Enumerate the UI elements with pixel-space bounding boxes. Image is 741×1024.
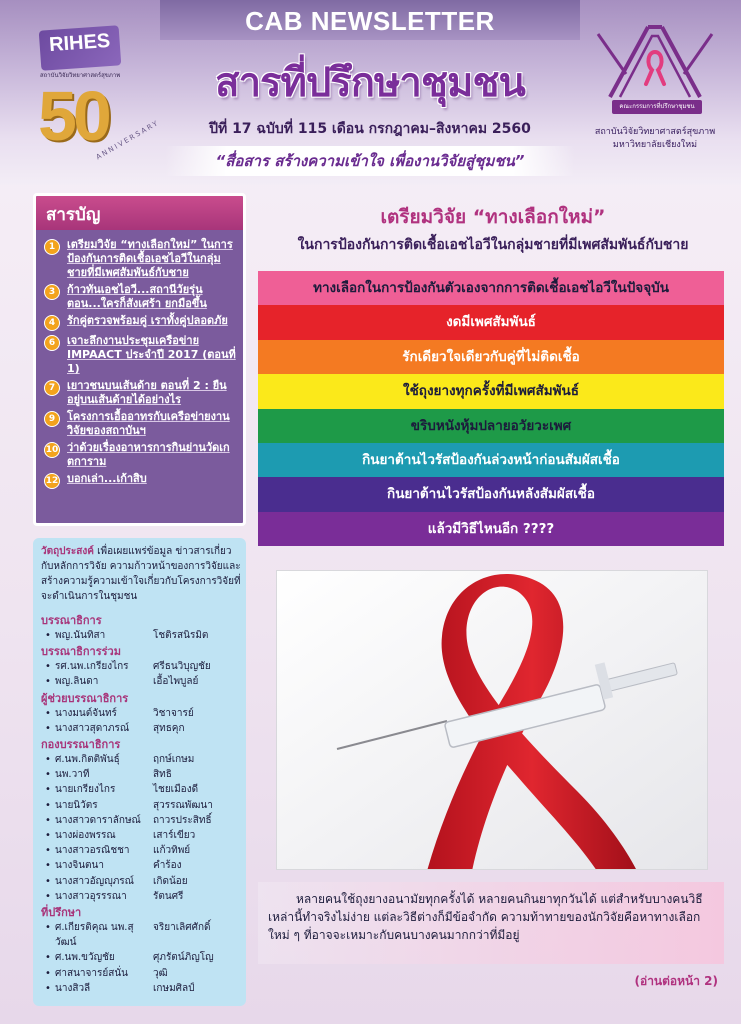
prevention-option-band: งดมีเพศสัมพันธ์ [258,305,724,339]
rihes-50-logo [30,18,160,168]
toc-page-number-icon: 12 [44,473,60,489]
staff-first-name: นางสาวดาราลักษณ์ [55,814,141,826]
staff-list [41,612,241,996]
staff-last-name: เอื้อไพบูลย์ [153,676,199,688]
staff-last-name: โชติรสนิรมิต [153,630,209,641]
bullet-icon: • [45,784,51,796]
staff-member [41,628,241,643]
staff-last-name: ศุภรัตน์ภิญโญ [153,952,214,964]
toc-item[interactable] [44,334,238,376]
staff-last-name: สิทธิ [153,769,172,781]
staff-first-name: นางมนต์จันทร์ [55,707,117,719]
bullet-icon: • [45,676,51,688]
cab-logo-org-line1: สถาบันวิจัยวิทยาศาสตร์สุขภาพ [594,127,716,137]
red-ribbon-syringe-photo [276,570,708,870]
staff-member [41,889,241,904]
staff-last-name: สุทธคุก [153,722,185,734]
bullet-icon: • [45,754,51,766]
toc-page-number-icon: 10 [44,442,60,458]
toc-page-number-icon: 7 [44,380,60,396]
toc-item-label: โครงการเอื้ออาทรกับเครือข่ายงานวิจัยของสถาบันฯ [67,410,230,437]
toc-page-number-icon: 4 [44,315,60,331]
prevention-option-band: กินยาต้านไวรัสป้องกันหลังสัมผัสเชื้อ [258,477,724,511]
staff-first-name: พญ.ลินดา [55,676,99,688]
staff-member [41,798,241,813]
staff-last-name: วุฒิ [153,967,168,979]
staff-member [41,752,241,767]
staff-last-name: แก้วทิพย์ [153,845,191,857]
tent-ribbon-icon [590,22,720,102]
bullet-icon: • [45,769,51,781]
newsletter-title: CAB NEWSLETTER [245,6,495,36]
staff-member [41,966,241,981]
bullet-icon: • [45,845,51,857]
staff-last-name: เกษมศิลป์ [153,982,195,994]
staff-section-title: กองบรรณาธิการ [41,738,121,752]
prevention-option-band: ทางเลือกในการป้องกันตัวเองจากการติดเชื้อเอชไอวีในปัจจุบัน [258,271,724,305]
prevention-option-band: รักเดียวใจเดียวกับคู่ที่ไม่ติดเชื้อ [258,340,724,374]
staff-first-name: นางผ่องพรรณ [55,830,116,842]
staff-member [41,813,241,828]
bullet-icon: • [45,860,51,872]
staff-first-name: ศ.นพ.กิตติพันธุ์ [55,754,120,766]
prevention-option-band: กินยาต้านไวรัสป้องกันล่วงหน้าก่อนสัมผัสเชื้อ [258,443,724,477]
toc-item[interactable] [44,472,238,489]
staff-last-name: ถาวรประสิทธิ์ [153,814,212,826]
masthead [0,0,741,185]
cab-logo-org-line2: มหาวิทยาลัยเชียงใหม่ [612,140,698,150]
rihes-logo-box: RIHES [39,25,122,70]
toc-item[interactable] [44,379,238,407]
red-ribbon-icon [277,571,708,870]
prevention-option-band: แล้วมีวิธีไหนอีก ???? [258,512,724,546]
staff-member [41,874,241,889]
cab-committee-logo [590,22,720,182]
toc-item-label: รักคู่ตรวจพร้อมคู่ เราทั้งคู่ปลอดภัย [67,314,228,327]
staff-member [41,920,241,950]
toc-item[interactable] [44,441,238,469]
staff-member [41,950,241,965]
toc-page-number-icon: 9 [44,411,60,427]
staff-first-name: นายเกรียงไกร [55,784,116,796]
staff-first-name: พญ.นันทิสา [55,630,106,641]
bullet-icon: • [45,922,51,934]
toc-item-label: บอกเล่า...เก้าสิบ [67,472,147,485]
toc-item-label: ว่าด้วยเรื่องอาหารการกินย่านวัดเกตการาม [67,441,230,468]
toc-item-label: เจาะลึกงานประชุมเครือข่าย IMPAACT ประจำปี 2017 (ตอนที่ 1) [67,334,236,375]
staff-first-name: นางสาวอรณิชชา [55,845,130,857]
staff-first-name: นางสาวอุรรรณา [55,890,127,902]
staff-member [41,782,241,797]
cab-logo-label: คณะกรรมการที่ปรึกษาชุมชน [612,100,702,114]
staff-last-name: วิชาจารย์ [153,707,194,719]
staff-section-title: บรรณาธิการ [41,614,102,627]
toc-page-number-icon: 6 [44,335,60,351]
cab-logo-org [590,126,720,152]
staff-first-name: ศ.นพ.ขวัญชัย [55,952,115,964]
staff-last-name: เกิดน้อย [153,875,188,887]
purpose-statement [41,544,241,604]
staff-last-name: ศรีธนวิบุญชัย [153,661,211,673]
article-caption [258,882,724,964]
staff-last-name: ฤกษ์เกษม [153,754,195,766]
bullet-icon: • [45,707,51,719]
purpose-text: เพื่อเผยแพร่ข้อมูล ข่าวสารเกี่ยวกับหลักการวิจัย ความก้าวหน้าของการวิจัยและสร้างความรู้ความเข้าใจเกี่ยวกับโครงการวิจัยที่จะดำเนินการในชุมชน [41,546,241,602]
bullet-icon: • [45,722,51,734]
toc-title: สารบัญ [46,205,101,225]
bullet-icon: • [45,890,51,902]
bullet-icon: • [45,830,51,842]
staff-member [41,706,241,721]
staff-first-name: ศาสนาจารย์สนั่น [55,967,128,979]
prevention-option-band: ขริบหนังหุ้มปลายอวัยวะเพศ [258,409,724,443]
staff-member [41,858,241,873]
rihes-logo-subtitle: สถาบันวิจัยวิทยาศาสตร์สุขภาพ [40,72,121,79]
article-title: เตรียมวิจัย “ทางเลือกใหม่” [380,206,606,228]
bullet-icon: • [45,799,51,811]
toc-item-label: เตรียมวิจัย “ทางเลือกใหม่” ในการป้องกันการติดเชื้อเอชไอวีในกลุ่มชายที่มีเพศสัมพันธ์กับชาย [67,238,233,279]
staff-first-name: นพ.วาที [55,769,90,781]
staff-member [41,767,241,782]
toc-item[interactable] [44,283,238,311]
staff-first-name: รศ.นพ.เกรียงไกร [55,661,129,673]
staff-member [41,828,241,843]
staff-section-title: ที่ปรึกษา [41,906,82,920]
bullet-icon: • [45,875,51,887]
staff-section-title: บรรณาธิการร่วม [41,645,121,659]
staff-last-name: เสาร์เขียว [153,830,196,842]
slogan: “สื่อสาร สร้างความเข้าใจ เพื่องานวิจัยสู่ชุมชน” [165,146,575,176]
editorial-staff-panel [33,538,246,1006]
rihes-logo-anniversary: ANNIVERSARY [94,118,161,162]
staff-first-name: นางจินตนา [55,860,104,872]
staff-last-name: จริยาเลิศศักดิ์ [153,922,211,934]
rihes-logo-fifty: 50 [38,77,108,155]
purpose-label: วัตถุประสงค์ [41,546,94,557]
bullet-icon: • [45,967,51,979]
bullet-icon: • [45,814,51,826]
newsletter-thai-title: สารที่ปรึกษาชุมชน [215,60,525,106]
staff-first-name: นางสาวอัญญุภรณ์ [55,875,134,887]
staff-section-title: ผู้ช่วยบรรณาธิการ [41,691,129,705]
bullet-icon: • [45,661,51,673]
toc-item[interactable] [44,410,238,438]
staff-last-name: สุวรรณพัฒนา [153,799,213,811]
read-more-link[interactable]: (อ่านต่อหน้า 2) [634,974,718,988]
bullet-icon: • [45,630,51,641]
staff-member [41,843,241,858]
issue-line: ปีที่ 17 ฉบับที่ 115 เดือน กรกฎาคม–สิงหาคม 2560 [209,121,531,137]
bullet-icon: • [45,982,51,994]
staff-first-name: ศ.เกียรติคุณ นพ.สุวัฒน์ [55,922,134,949]
staff-last-name: ไชยเมืองดี [153,784,199,796]
staff-member [41,674,241,689]
toc-list [44,238,238,492]
staff-member [41,659,241,674]
prevention-option-band: ใช้ถุงยางทุกครั้งที่มีเพศสัมพันธ์ [258,374,724,408]
staff-last-name: คำร้อง [153,860,182,872]
staff-first-name: นายนิวัตร [55,799,98,811]
caption-text: หลายคนใช้ถุงยางอนามัยทุกครั้งได้ หลายคนกินยาทุกวันได้ แต่สำหรับบางคนวิธีเหล่านี้ทำจริงไม่ง่าย แต่ละวิธีต่างก็มีข้อจำกัด ความท้าทายของนักวิจัยคือหาทางเลือกใหม่ ๆ ที่อาจจะเหมาะกับคนบางคนมากกว่าที่มีอยู่ [268,892,703,942]
prevention-options-bands [258,271,724,546]
toc-item[interactable] [44,314,238,331]
staff-member [41,721,241,736]
article-subtitle: ในการป้องกันการติดเชื้อเอชไอวีในกลุ่มชายที่มีเพศสัมพันธ์กับชาย [297,237,689,253]
staff-last-name: รัตนศรี [153,890,184,902]
toc-page-number-icon: 3 [44,284,60,300]
bullet-icon: • [45,952,51,964]
toc-item[interactable] [44,238,238,280]
toc-item-label: เยาวชนบนเส้นด้าย ตอนที่ 2 : ยืนอยู่บนเส้นด้ายได้อย่างไร [67,379,227,406]
toc-page-number-icon: 1 [44,239,60,255]
toc-item-label: ก้าวทันเอชไอวี...สถานีวัยรุ่น ตอน...ใครก็สังเศร้า ยกมือขึ้น [67,283,207,310]
table-of-contents [33,193,246,526]
staff-first-name: นางสาวสุดาภรณ์ [55,722,130,734]
staff-first-name: นางสิวลี [55,982,91,994]
toc-header [36,196,243,230]
staff-member [41,981,241,996]
